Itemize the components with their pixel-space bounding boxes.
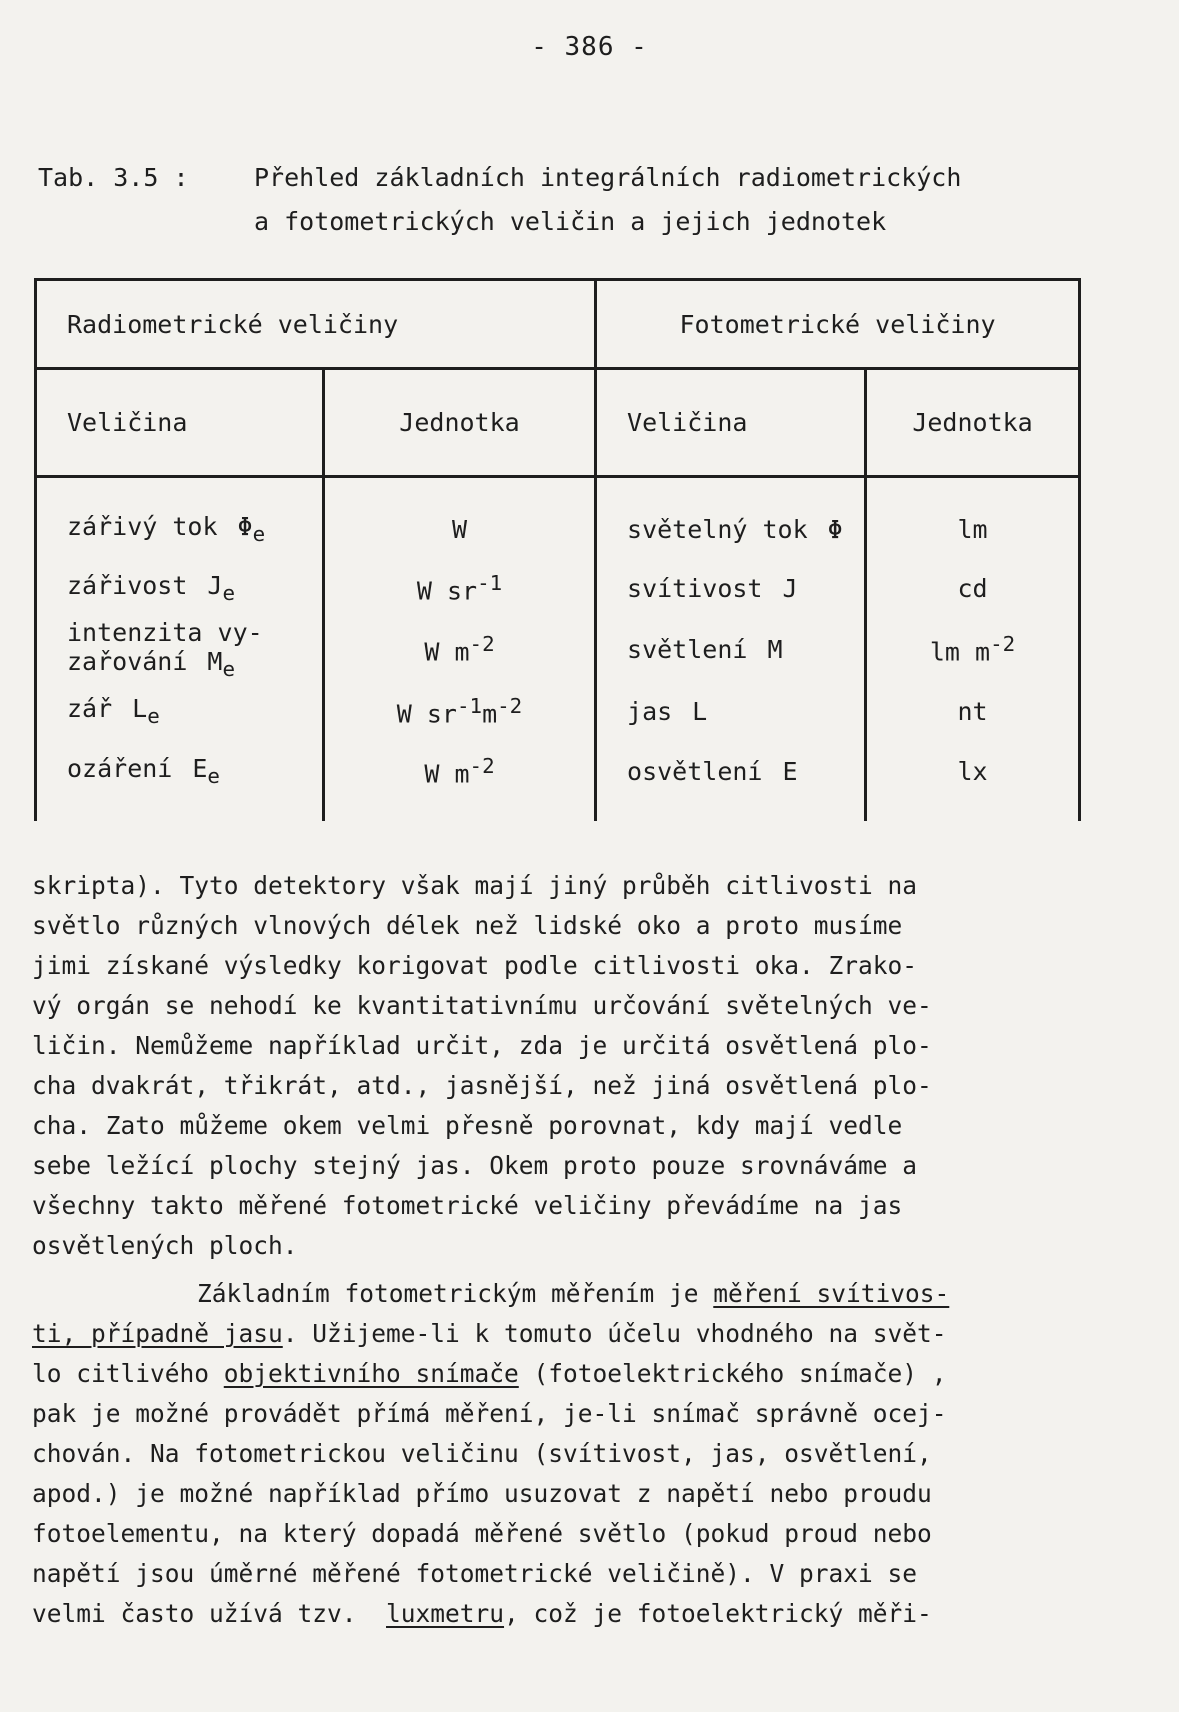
radiometric-quantity-name: zářivý tok <box>67 512 218 541</box>
photometric-unit-cell: lm <box>866 477 1080 559</box>
radiometric-symbol: $L_e$ <box>132 694 160 728</box>
photometric-symbol: Φ <box>827 514 843 544</box>
p2-text: (fotoelektrického snímače) , <box>518 1359 947 1388</box>
radiometric-unit-cell: W $m^{-2}$ <box>324 618 596 681</box>
photometric-symbol: J <box>782 573 798 603</box>
col-header-photometric-quantity: Veličina <box>596 369 866 477</box>
radiometric-quantity-cell <box>36 681 324 741</box>
group-header-row <box>36 280 1080 369</box>
col-header-radiometric-unit: Jednotka <box>324 369 596 477</box>
photometric-unit-cell: lx <box>866 741 1080 821</box>
radiometric-symbol: $\Phi_e$ <box>237 512 266 546</box>
radiometric-quantity-name: zářivost <box>67 571 188 600</box>
photometric-quantity-cell <box>596 558 866 618</box>
radiometric-symbol: $E_e$ <box>192 754 220 788</box>
radiometric-unit-cell: W <box>324 477 596 559</box>
photometric-symbol: M <box>767 635 783 664</box>
photometric-quantity-cell <box>596 477 866 559</box>
radiometric-symbol: $M_e$ <box>207 647 236 681</box>
caption-title: Přehled základních integrálních radiometrických a fotometrických veličin a jejich jednotek <box>254 163 962 236</box>
p2-text: , což je fotoelektrický měři- <box>504 1599 932 1628</box>
radiometric-quantity-cell <box>36 477 324 559</box>
quantities-table <box>34 278 1081 821</box>
p2-text: . Užijeme-li k tomuto účelu vhodného na svět- <box>282 1319 947 1348</box>
radiometric-quantity-name: ozáření <box>67 754 173 783</box>
p2-text: velmi často užívá tzv. <box>32 1599 387 1628</box>
table-row <box>36 681 1080 741</box>
radiometric-quantity-name: zář <box>67 694 113 723</box>
radiometric-unit-cell: W $m^{-2}$ <box>324 741 596 821</box>
p2-text: Základním fotometrickým měřením je <box>197 1279 714 1308</box>
page-number: - 386 - <box>531 32 648 62</box>
radiometric-group-header: Radiometrické veličiny <box>36 280 596 369</box>
p2-text: lo citlivého <box>32 1359 224 1388</box>
photometric-quantity-name: světelný tok <box>627 514 808 544</box>
photometric-symbol: E <box>782 756 798 786</box>
radiometric-unit-cell: W $sr^{-1}m^{-2}$ <box>324 681 596 741</box>
photometric-unit-cell: cd <box>866 558 1080 618</box>
radiometric-unit-cell: W $sr^{-1}$ <box>324 558 596 618</box>
radiometric-quantity-name: intenzita vy- zařování <box>67 618 263 676</box>
photometric-quantity-name: jas <box>627 696 673 726</box>
photometric-quantity-name: osvětlení <box>627 756 763 786</box>
col-header-radiometric-quantity: Veličina <box>36 369 324 477</box>
photometric-unit-cell: lm $m^{-2}$ <box>866 618 1080 681</box>
table-row <box>36 477 1080 559</box>
body-text <box>32 866 1082 1634</box>
paragraph-1: skripta). Tyto detektory však mají jiný průběh citlivosti na světlo různých vlnových délek než lidské oko a proto musíme jimi získané výsledky korigovat podle citlivosti oka. Zrako- vý orgán se nehodí ke kvantitativnímu určování světelných ve- ličin. Nemůžeme například určit, zda je určitá osvětlená plo- cha dvakrát, třikrát, atd., jasnější, než jiná osvětlená plo- cha. Zato můžeme okem velmi přesně porovnat, kdy mají vedle sebe ležící plochy stejný jas. Okem proto pouze srovnáváme a všechny takto měřené fotometrické veličiny převádíme na jas osvětlených ploch. <box>32 871 932 1260</box>
photometric-quantity-name: svítivost <box>627 573 763 603</box>
table-row <box>36 741 1080 821</box>
caption-label: Tab. 3.5 : <box>38 163 189 192</box>
photometric-unit-cell: nt <box>866 681 1080 741</box>
photometric-group-header: Fotometrické veličiny <box>596 280 1080 369</box>
photometric-quantity-name: světlení <box>627 635 748 664</box>
radiometric-quantity-cell <box>36 618 324 681</box>
table-row <box>36 558 1080 618</box>
underlined-term: luxmetru <box>386 1599 505 1628</box>
photometric-quantity-cell <box>596 618 866 681</box>
table-row <box>36 618 1080 681</box>
radiometric-quantity-cell <box>36 558 324 618</box>
radiometric-symbol: $J_e$ <box>207 571 236 605</box>
paragraph-2 <box>32 1274 1082 1634</box>
table-body <box>36 477 1080 822</box>
photometric-symbol: L <box>692 696 708 726</box>
radiometric-quantity-cell <box>36 741 324 821</box>
col-header-photometric-unit: Jednotka <box>866 369 1080 477</box>
photometric-quantity-cell <box>596 681 866 741</box>
underlined-term: měření svítivos- <box>713 1279 950 1308</box>
p2-text: pak je možné provádět přímá měření, je-li snímač správně ocej- chován. Na fotometrickou veličinu (svítivost, jas, osvětlení, apod.) je možné například přímo usuzovat z napětí nebo proudu fotoelementu, na který dopadá měřené světlo (pokud proud nebo napětí jsou úměrné měřené fotometrické veličině). V praxi se <box>32 1399 947 1588</box>
photometric-quantity-cell <box>596 741 866 821</box>
underlined-term: ti, případně jasu <box>32 1319 283 1348</box>
underlined-term: objektivního snímače <box>223 1359 519 1388</box>
column-header-row <box>36 369 1080 477</box>
